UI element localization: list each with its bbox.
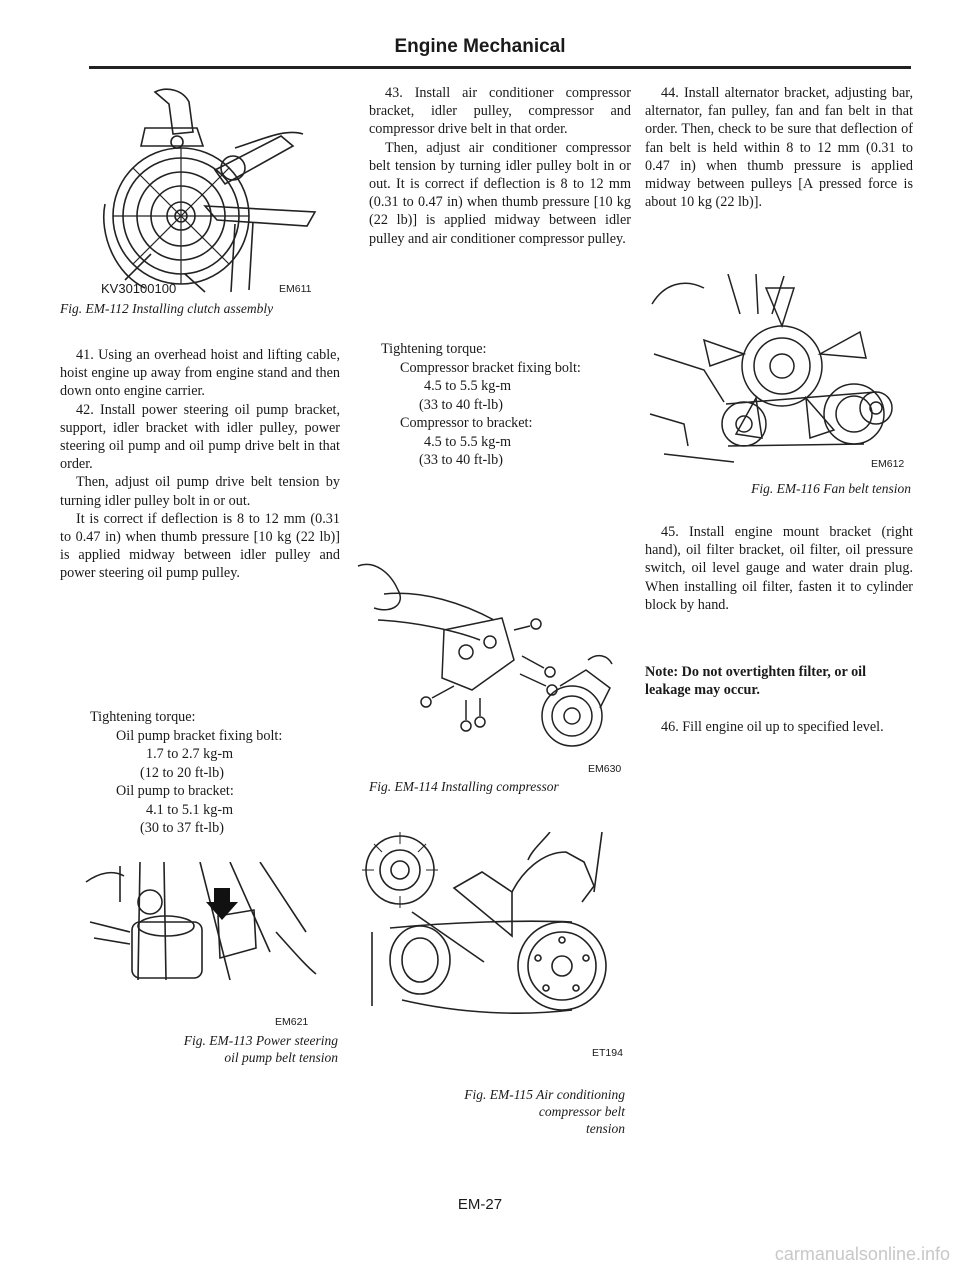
torque1-item2-value2: (30 to 37 ft-lb) [140,820,224,836]
torque2-heading: Tightening torque: [381,341,487,357]
torque1-item2: Oil pump to bracket: [116,783,234,799]
watermark: carmanualsonline.info [774,1244,950,1264]
torque1-item1: Oil pump bracket fixing bolt: [116,727,283,744]
step-43-p2: Then, adjust air conditioner compressor belt tension by turning idler pulley bolt in or out. It is correct if deflection is 8 to 12 mm (0.31 to 0.47 in) when thumb pressure [10 kg (22 lb)] is applied midway between idler pulley and air conditioner compressor pulley. [369,139,631,247]
step-46: 46. Fill engine oil up to specified level. [661,719,884,735]
step-42-p2: Then, adjust oil pump drive belt tension by turning idler pulley bolt in or out. [60,474,340,509]
figure-em-114-code: EM630 [588,763,622,775]
figure-em-113-caption-line2: oil pump belt tension [224,1050,338,1065]
step-41: 41. Using an overhead hoist and lifting cable, hoist engine up away from engine stand and then down onto engine carrier. [60,347,340,400]
figure-em-115-caption-line2: compressor belt [538,1104,625,1119]
figure-em-115-code: ET194 [592,1047,623,1059]
figure-em-112-tool-label: KV30100100 [101,281,177,296]
torque2-item1-value2: (33 to 40 ft-lb) [419,396,503,413]
figure-em-113-code: EM621 [275,1016,309,1028]
torque1-item2-value1: 4.1 to 5.1 kg-m [146,801,234,818]
torque2-item2-value2: (33 to 40 ft-lb) [419,452,503,468]
torque1-item1-value2: (12 to 20 ft-lb) [140,764,224,781]
figure-em-112-caption: Fig. EM-112 Installing clutch assembly [60,301,274,316]
figure-em-113-caption-line1: Fig. EM-113 Power steering [183,1033,338,1048]
figure-em-112-illustration [85,84,325,296]
figure-em-113-illustration [80,862,320,980]
page-header: Engine Mechanical [394,36,566,57]
torque2-item2-value1: 4.5 to 5.5 kg-m [424,433,512,450]
torque2-item1-value1: 4.5 to 5.5 kg-m [424,378,512,394]
step-44: 44. Install alternator bracket, adjusting bar, alternator, fan pulley, fan and fan belt in that order. Then, check to be sure that deflection of fan belt is held within 8 to 12 mm (0.31 to 0.47 in) when thumb pressure is applied midway between pulleys [A pressed force is about 10 kg (22 lb)]. [645,85,913,211]
figure-em-116-caption: Fig. EM-116 Fan belt tension [751,481,911,496]
step-42-p3: It is correct if deflection is 8 to 12 mm (0.31 to 0.47 in) when thumb pressure [10 kg (22 lb)] is applied midway between idler pulley and power steering oil pump pulley. [60,510,340,582]
torque2-item2: Compressor to bracket: [400,415,533,431]
torque1-item1-value1: 1.7 to 2.7 kg-m [146,746,234,762]
step-45: 45. Install engine mount bracket (right hand), oil filter bracket, oil filter, oil pressure switch, oil level gauge and water drain plug. When installing oil filter, fasten it to cylinder block by hand. [645,524,913,613]
figure-em-114-caption: Fig. EM-114 Installing compressor [369,779,559,794]
figure-em-112-code: EM611 [279,283,312,295]
figure-em-115-caption-line3: tension [586,1121,625,1136]
note-text: Do not overtighten filter, or oil leakage may occur. [645,664,867,699]
torque2-item1: Compressor bracket fixing bolt: [400,359,581,376]
figure-em-115-illustration [362,832,632,1032]
figure-em-116-illustration [644,274,910,474]
torque1-heading: Tightening torque: [90,709,196,725]
figure-em-114-illustration [354,560,624,760]
figure-em-115-caption-line1: Fig. EM-115 Air conditioning [464,1087,625,1102]
step-43-p1: 43. Install air conditioner compressor bracket, idler pulley, compressor and compressor drive belt in that order. [369,85,631,138]
step-42-p1: 42. Install power steering oil pump bracket, support, idler bracket with idler pulley, power steering oil pump and oil pump drive belt in that order. [60,401,340,473]
header-rule [89,66,911,69]
page-number: EM-27 [457,1196,503,1213]
figure-em-116-code: EM612 [871,458,905,470]
note-label: Note: [645,664,679,680]
